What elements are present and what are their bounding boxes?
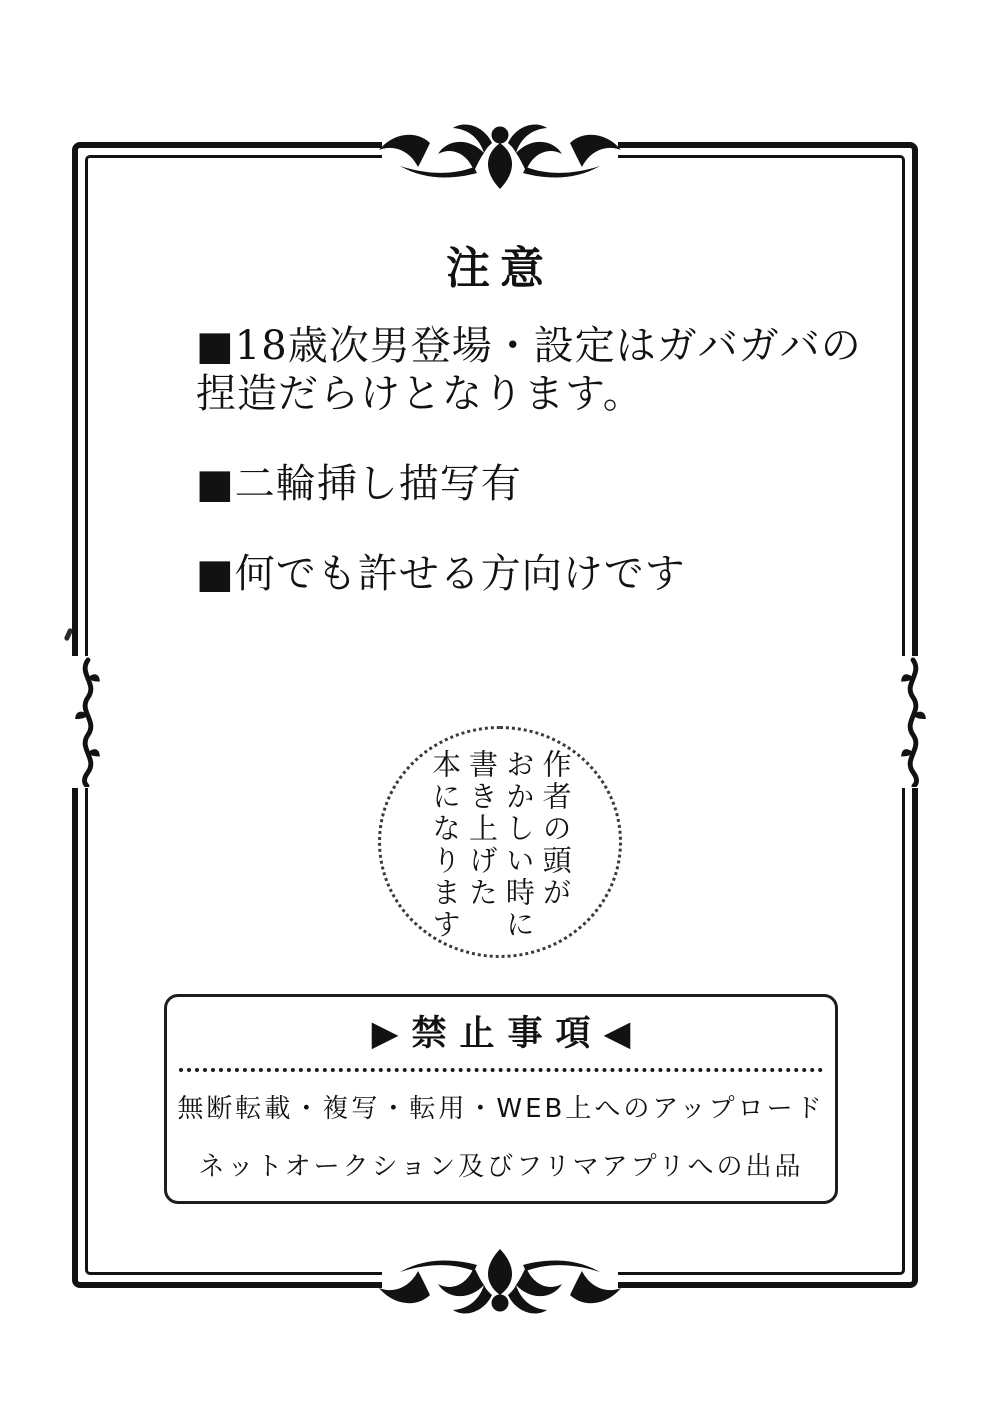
prohibited-items-box [164,994,838,1204]
author-note-text [426,749,573,941]
author-note-line-4: 本になります [428,749,463,941]
notice-item-2-line-1: ■二輪挿し描写有 [196,461,522,507]
notice-item-3 [196,550,846,598]
page-title: 注意 [446,243,554,294]
notice-item-1 [196,322,862,418]
prohibited-item-2: ネットオークション及びフリマアプリへの出品 [198,1151,804,1182]
notice-item-1-line-1: ■18歳次男登場・設定はガバガバの [196,323,862,369]
author-note-line-3: 書き上げた [465,749,499,909]
notice-item-2 [196,460,846,508]
author-note-text-wrap [381,749,619,955]
prohibited-item-1: 無断転載・複写・転用・WEB上へのアップロード [177,1093,825,1124]
dotted-divider [179,1068,823,1072]
prohibited-items-title: ▶禁止事項◀ [371,1014,644,1054]
author-note-stamp [378,726,622,958]
author-note-line-2: おかしい時に [501,749,536,941]
author-note-line-1: 作者の頭が [538,749,573,909]
notice-item-3-line-1: ■何でも許せる方向けです [196,551,686,597]
notice-item-1-line-2: 捏造だらけとなります。 [196,371,644,417]
